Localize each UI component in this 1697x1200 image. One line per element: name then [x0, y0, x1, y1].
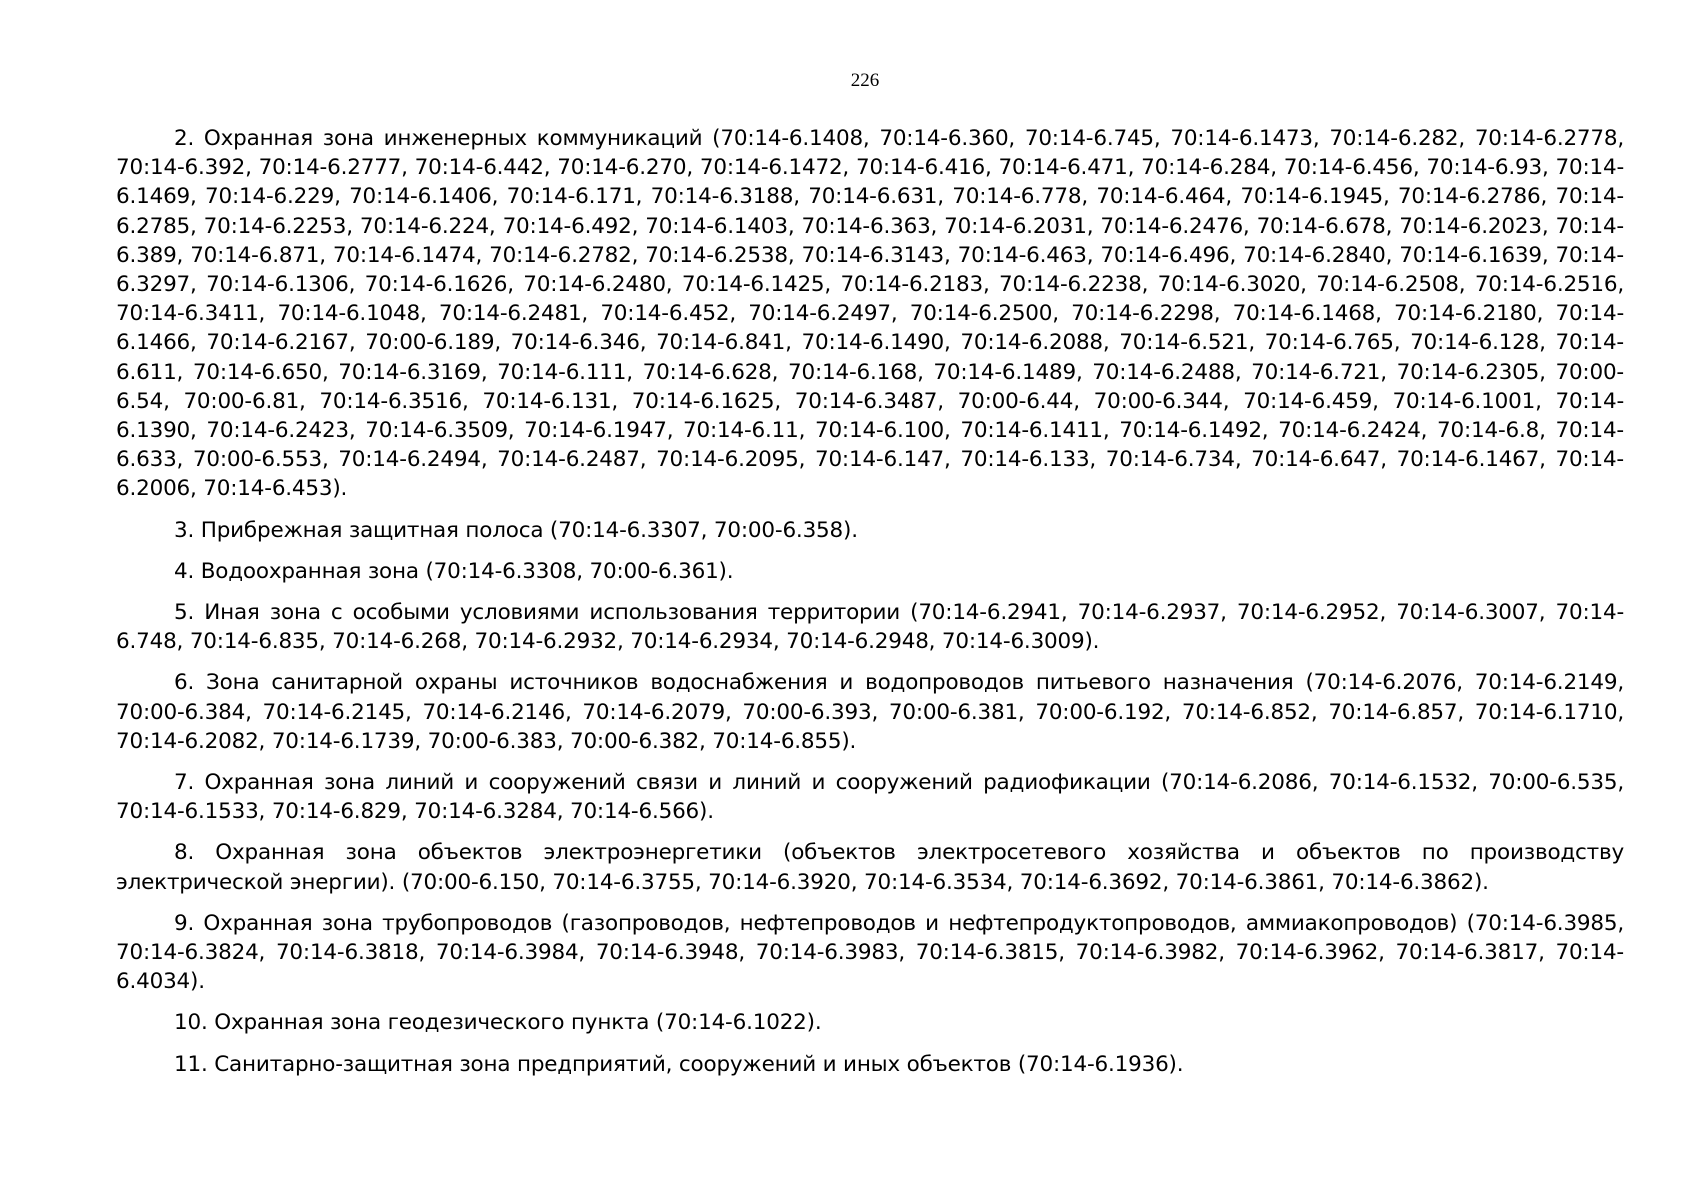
paragraph-8-power-facilities-zone: 8. Охранная зона объектов электроэнергетики (объектов электросетевого хозяйства и объектов по производству электрической энергии). (70:00-6.150, 70:14-6.3755, 70:14-6.3920, 70:14-6.3534, 70:14-6.3692, 70:14-6.3861, 70:14-6.3862).: [116, 840, 1624, 895]
paragraph-6-sanitary-protection-water-supply: 6. Зона санитарной охраны источников водоснабжения и водопроводов питьевого назначения (70:14-6.2076, 70:14-6.2149, 70:00-6.384, 70:14-6.2145, 70:14-6.2146, 70:14-6.2079, 70:00-6.393, 70:00-6.381, 70:00-6.192, 70:14-6.852, 70:14-6.857, 70:14-6.1710, 70:14-6.2082, 70:14-6.1739, 70:00-6.383, 70:00-6.382, 70:14-6.855).: [116, 670, 1624, 754]
page-number: 226: [850, 70, 880, 91]
document-body: [116, 124, 1624, 1091]
paragraph-4-water-protection-zone: 4. Водоохранная зона (70:14-6.3308, 70:00-6.361).: [174, 558, 734, 584]
paragraph-2-engineering-utilities-zone: 2. Охранная зона инженерных коммуникаций (70:14-6.1408, 70:14-6.360, 70:14-6.745, 70:14-6.1473, 70:14-6.282, 70:14-6.2778, 70:14-6.392, 70:14-6.2777, 70:14-6.442, 70:14-6.270, 70:14-6.1472, 70:14-6.416, 70:14-6.471, 70:14-6.284, 70:14-6.456, 70:14-6.93, 70:14-6.1469, 70:14-6.229, 70:14-6.1406, 70:14-6.171, 70:14-6.3188, 70:14-6.631, 70:14-6.778, 70:14-6.464, 70:14-6.1945, 70:14-6.2786, 70:14-6.2785, 70:14-6.2253, 70:14-6.224, 70:14-6.492, 70:14-6.1403, 70:14-6.363, 70:14-6.2031, 70:14-6.2476, 70:14-6.678, 70:14-6.2023, 70:14-6.389, 70:14-6.871, 70:14-6.1474, 70:14-6.2782, 70:14-6.2538, 70:14-6.3143, 70:14-6.463, 70:14-6.496, 70:14-6.2840, 70:14-6.1639, 70:14-6.3297, 70:14-6.1306, 70:14-6.1626, 70:14-6.2480, 70:14-6.1425, 70:14-6.2183, 70:14-6.2238, 70:14-6.3020, 70:14-6.2508, 70:14-6.2516, 70:14-6.3411, 70:14-6.1048, 70:14-6.2481, 70:14-6.452, 70:14-6.2497, 70:14-6.2500, 70:14-6.2298, 70:14-6.1468, 70:14-6.2180, 70:14-6.1466, 70:14-6.2167, 70:00-6.189, 70:14-6.346, 70:14-6.841, 70:14-6.1490, 70:14-6.2088, 70:14-6.521, 70:14-6.765, 70:14-6.128, 70:14-6.611, 70:14-6.650, 70:14-6.3169, 70:14-6.111, 70:14-6.628, 70:14-6.168, 70:14-6.1489, 70:14-6.2488, 70:14-6.721, 70:14-6.2305, 70:00-6.54, 70:00-6.81, 70:14-6.3516, 70:14-6.131, 70:14-6.1625, 70:14-6.3487, 70:00-6.44, 70:00-6.344, 70:14-6.459, 70:14-6.1001, 70:14-6.1390, 70:14-6.2423, 70:14-6.3509, 70:14-6.1947, 70:14-6.11, 70:14-6.100, 70:14-6.1411, 70:14-6.1492, 70:14-6.2424, 70:14-6.8, 70:14-6.633, 70:00-6.553, 70:14-6.2494, 70:14-6.2487, 70:14-6.2095, 70:14-6.147, 70:14-6.133, 70:14-6.734, 70:14-6.647, 70:14-6.1467, 70:14-6.2006, 70:14-6.453).: [116, 126, 1624, 502]
paragraph-11-sanitary-protective-zone: 11. Санитарно-защитная зона предприятий, сооружений и иных объектов (70:14-6.1936).: [174, 1051, 1184, 1077]
paragraph-7-communication-lines-zone: 7. Охранная зона линий и сооружений связи и линий и сооружений радиофикации (70:14-6.2086, 70:14-6.1532, 70:00-6.535, 70:14-6.1533, 70:14-6.829, 70:14-6.3284, 70:14-6.566).: [116, 770, 1624, 825]
paragraph-3-coastal-protective-strip: 3. Прибрежная защитная полоса (70:14-6.3307, 70:00-6.358).: [174, 517, 858, 543]
paragraph-9-pipelines-zone: 9. Охранная зона трубопроводов (газопроводов, нефтепроводов и нефтепродуктопроводов, аммиакопроводов) (70:14-6.3985, 70:14-6.3824, 70:14-6.3818, 70:14-6.3984, 70:14-6.3948, 70:14-6.3983, 70:14-6.3815, 70:14-6.3982, 70:14-6.3962, 70:14-6.3817, 70:14-6.4034).: [116, 910, 1624, 995]
paragraph-10-geodetic-point-zone: 10. Охранная зона геодезического пункта (70:14-6.1022).: [174, 1010, 822, 1036]
paragraph-5-other-special-zone: 5. Иная зона с особыми условиями использования территории (70:14-6.2941, 70:14-6.2937, 70:14-6.2952, 70:14-6.3007, 70:14-6.748, 70:14-6.835, 70:14-6.268, 70:14-6.2932, 70:14-6.2934, 70:14-6.2948, 70:14-6.3009).: [116, 600, 1624, 655]
